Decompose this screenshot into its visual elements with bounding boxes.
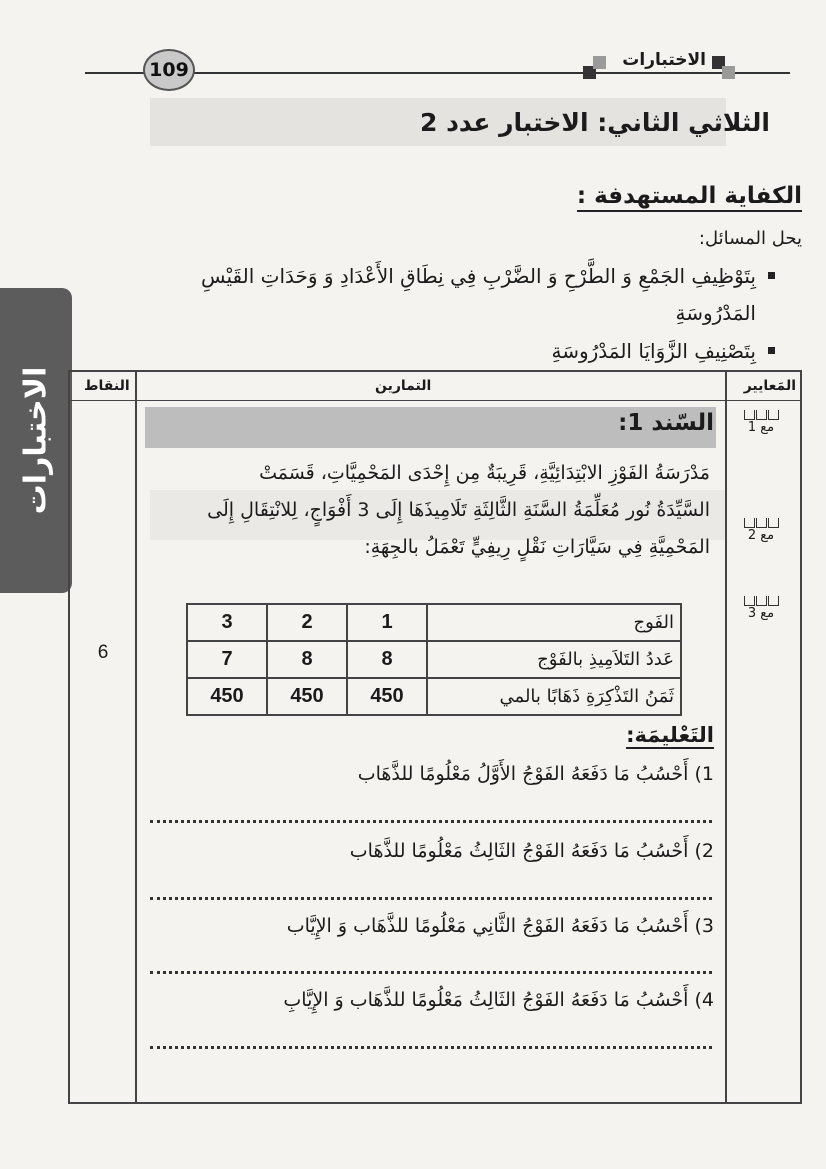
row-label: ثَمَنُ التَذْكِرَةِ ذَهَابًا بالمي <box>427 678 681 715</box>
row-label: الفَوج <box>427 604 681 641</box>
score-boxes <box>738 518 784 528</box>
context-paragraph-line: المَحْمِيَّةِ فِي سَيَّارَاتِ نَقْلٍ رِيفِيٍّ تَعْمَلُ بالجِهَةِ: <box>364 536 710 558</box>
table-cell: 450 <box>187 678 267 715</box>
criterion-label: مع 2 <box>747 528 775 543</box>
criterion-label: مع 3 <box>747 606 775 621</box>
criterion-label: مع 1 <box>747 420 775 435</box>
score-boxes <box>738 410 784 420</box>
bullet-square-icon <box>768 347 775 354</box>
table-row <box>187 641 681 678</box>
table-border-right <box>800 370 802 1104</box>
row-label: عَددُ التَلاَمِيذِ بالفَوْج <box>427 641 681 678</box>
sanad-label: السّند 1: <box>618 410 714 436</box>
question-4: 4) أَحْسُبُ مَا دَفَعَهُ الفَوْجُ الثَالِثُ مَعْلُومًا للذَّهَاب وَ الإِيَّابِ <box>283 989 714 1011</box>
table-cell: 8 <box>347 641 427 678</box>
competency-heading: الكفاية المستهدفة : <box>576 183 802 209</box>
table-cell: 8 <box>267 641 347 678</box>
table-border-top <box>68 370 802 372</box>
table-row <box>187 678 681 715</box>
competency-bullet: بِتَصْنِيفِ الزَّوَايَا المَدْرُوسَةِ <box>551 339 756 363</box>
header-square-icon <box>593 56 606 69</box>
competency-intro: يحل المسائل: <box>698 228 802 249</box>
question-2: 2) أَحْسُبُ مَا دَفَعَهُ الفَوْجُ الثَالِثُ مَعْلُومًا للذَّهَاب <box>349 840 714 862</box>
table-cell: 7 <box>187 641 267 678</box>
competency-bullet: بِتَوْظِيفِ الجَمْعِ وَ الطَّرْحِ وَ الضَّرْبِ فِي نِطَاقِ الأَعْدَادِ وَ وَحَدَاتِ القَيْسِ <box>201 264 756 288</box>
side-tab-label: الاختبارات <box>18 366 54 515</box>
criterion-3 <box>738 596 784 621</box>
answer-line <box>150 1046 712 1049</box>
table-col-divider <box>135 370 137 1104</box>
question-1: 1) أَحْسُبُ مَا دَفَعَهُ الفَوْجُ الأَوَّلُ مَعْلُومًا للذَّهَاب <box>357 763 714 785</box>
page-number: 109 <box>143 49 195 91</box>
test-title: الثلاثي الثاني: الاختبار عدد 2 <box>419 108 770 137</box>
score-boxes <box>738 596 784 606</box>
answer-line <box>150 897 712 900</box>
table-border-left <box>68 370 70 1104</box>
column-header-points: النقاط <box>84 378 130 394</box>
context-paragraph-line: السَّيِّدَةُ نُور مُعَلِّمَةُ السَّنَةِ الثَّالِثَةِ تَلَامِيذَهَا إِلَى 3 أَفْوَاجٍ، لِلانْتِقَالِ إِلَى <box>207 499 710 521</box>
table-cell: 3 <box>187 604 267 641</box>
bullet-square-icon <box>768 272 775 279</box>
instructions-heading: التَعْليمَة: <box>626 723 714 747</box>
answer-line <box>150 820 712 823</box>
table-cell: 1 <box>347 604 427 641</box>
side-tab <box>0 288 72 593</box>
table-cell: 450 <box>347 678 427 715</box>
header-square-icon <box>722 66 735 79</box>
question-3: 3) أَحْسُبُ مَا دَفَعَهُ الفَوْجُ الثَّانِي مَعْلُومًا للذَّهَاب وَ الإِيَّاب <box>286 915 714 937</box>
groups-table <box>186 603 682 716</box>
table-cell: 450 <box>267 678 347 715</box>
answer-line <box>150 971 712 974</box>
table-row <box>187 604 681 641</box>
context-paragraph-line: مَدْرَسَةُ الفَوْزِ الابْتِدَائِيَّةِ، قَرِيبَةٌ مِن إِحْدَى المَحْمِيَّاتِ، قَسَمَتْ <box>259 462 710 484</box>
table-border-bottom <box>68 1102 802 1104</box>
column-header-exercises: التمارين <box>375 378 432 394</box>
column-header-criteria: المَعايير <box>743 378 796 394</box>
table-col-divider <box>725 370 727 1104</box>
criterion-2 <box>738 518 784 543</box>
points-value: 6 <box>97 642 109 663</box>
competency-bullet-continued: المَدْرُوسَةِ <box>675 301 756 325</box>
table-header-bottom <box>68 400 802 401</box>
header-section-title: الاختبارات <box>622 50 706 70</box>
table-cell: 2 <box>267 604 347 641</box>
criterion-1 <box>738 410 784 435</box>
